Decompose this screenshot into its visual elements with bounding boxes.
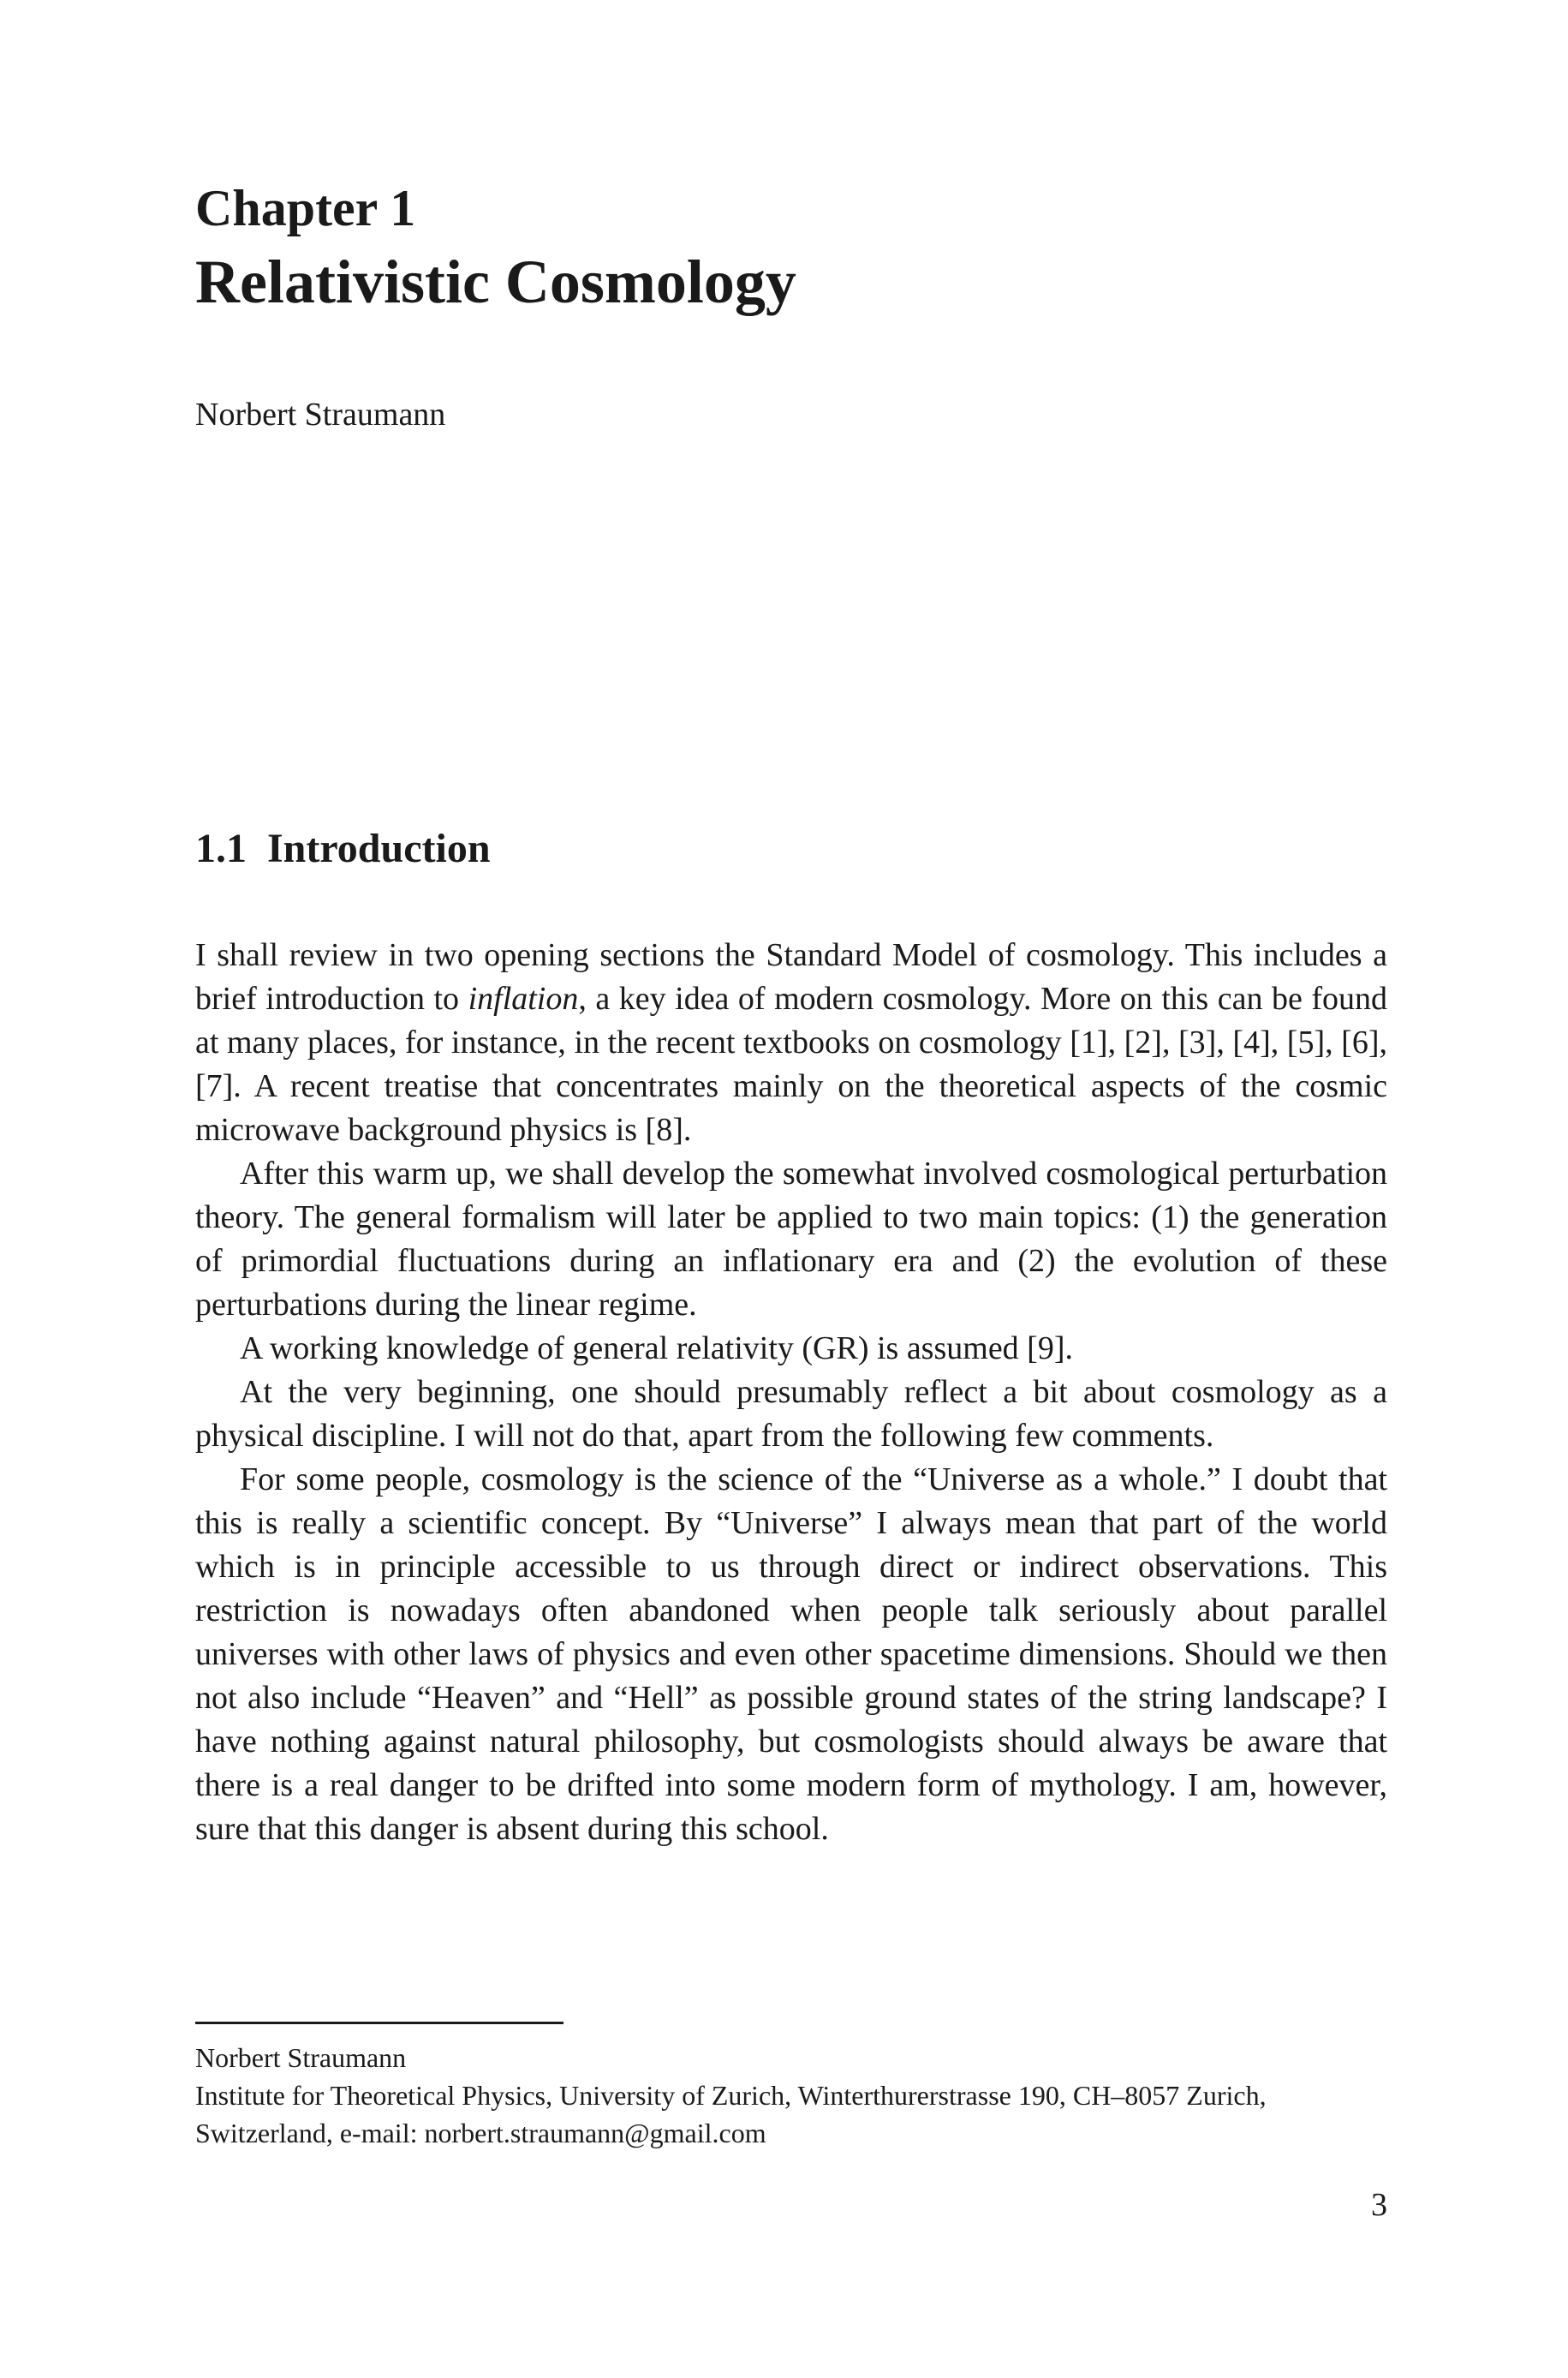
author-footnote	[195, 2039, 1387, 2152]
page-number: 3	[1371, 2187, 1387, 2223]
chapter-label: Chapter 1	[195, 180, 416, 236]
body-text	[195, 934, 1387, 1851]
paragraph: After this warm up, we shall develop the somewhat involved cosmological perturbation theory. The general formalism will later be applied to two main topics: (1) the generation of primordial fluctuations during an inflationary era and (2) the evolution of these perturbations during the linear regime.	[195, 1156, 1387, 1323]
emphasis-inflation: inflation	[468, 981, 579, 1017]
footnote-contact: Switzerland, e-mail: norbert.straumann@gmail.com	[195, 2118, 766, 2148]
chapter-title: Relativistic Cosmology	[195, 248, 796, 316]
footnote-affiliation: Institute for Theoretical Physics, University of Zurich, Winterthurerstrasse 190, CH–8057 Zurich,	[195, 2080, 1267, 2111]
paragraph: At the very beginning, one should presumably reflect a bit about cosmology as a physical discipline. I will not do that, apart from the following few comments.	[195, 1374, 1387, 1454]
footnote-author-name: Norbert Straumann	[195, 2042, 407, 2073]
section-title: Introduction	[267, 826, 491, 871]
paragraph: I shall review in two opening sections the Standard Model of cosmology. This includes a brief introduction to inflation, a key idea of modern cosmology. More on this can be found at many places, for instance, in the recent textbooks on cosmology [1], [2], [3], [4], [5], [6], [7]. A recent treatise that concentrates mainly on the theoretical aspects of the cosmic microwave background physics is [8].	[195, 937, 1387, 1148]
chapter-author: Norbert Straumann	[195, 397, 446, 433]
section-heading	[195, 824, 491, 874]
footnote-divider	[195, 2022, 563, 2024]
section-number: 1.1	[195, 826, 247, 871]
paragraph: For some people, cosmology is the science of the “Universe as a whole.” I doubt that this is really a scientific concept. By “Universe” I always mean that part of the world which is in principle accessible to us through direct or indirect observations. This restriction is nowadays often abandoned when people talk seriously about parallel universes with other laws of physics and even other spacetime dimensions. Should we then not also include “Heaven” and “Hell” as possible ground states of the string landscape? I have nothing against natural philosophy, but cosmologists should always be aware that there is a real danger to be drifted into some modern form of mythology. I am, however, sure that this danger is absent during this school.	[195, 1461, 1387, 1847]
paragraph: A working knowledge of general relativity (GR) is assumed [9].	[240, 1330, 1073, 1366]
